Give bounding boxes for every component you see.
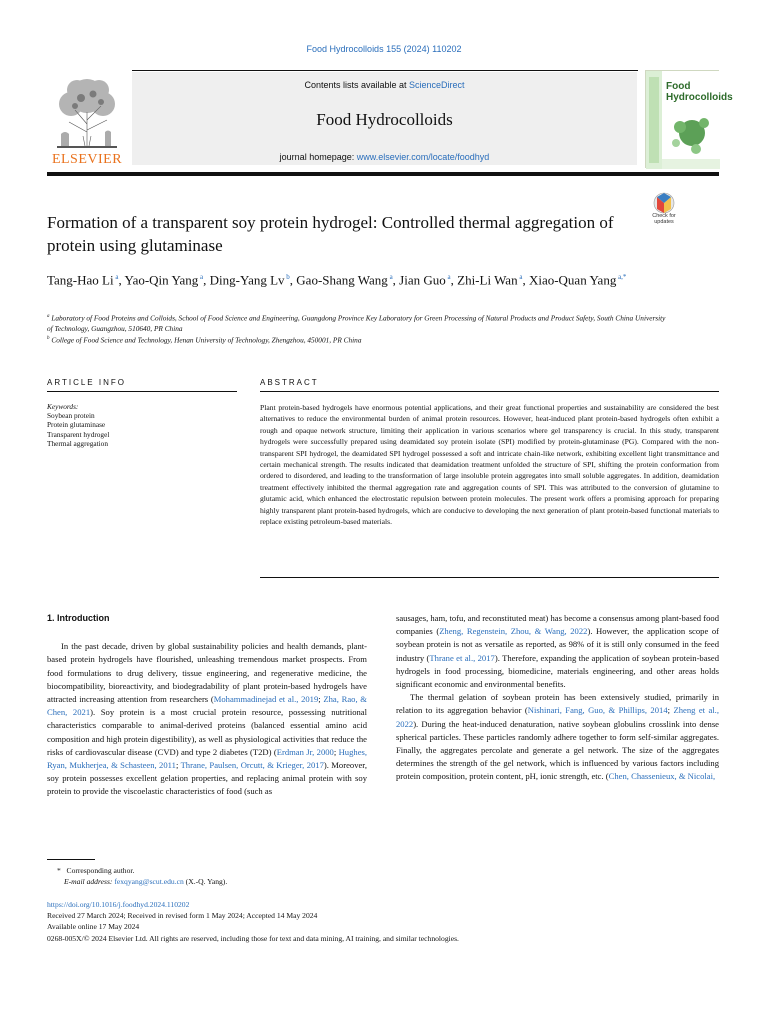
author-affiliation-mark[interactable]: a,* (616, 273, 627, 281)
citation-link[interactable]: Zha, Rao, & Chen, 2021 (47, 694, 367, 718)
journal-homepage-link[interactable]: www.elsevier.com/locate/foodhyd (356, 152, 490, 162)
journal-banner (132, 72, 637, 165)
section-title-introduction: 1. Introduction (47, 613, 110, 623)
author-list: Tang-Hao Li $^a$, Yao-Qin Yang $^a$, Ding-Yang Lv $^b$, Gao-Shang Wang $^a$, Jian Guo $^a$, Zhi-Li Wan $^a$, Xiao-Quan Yang $^{a,*}$ (47, 272, 627, 288)
check-for-updates-badge[interactable] (646, 192, 682, 232)
footnote-rule (47, 859, 95, 860)
journal-cover-thumbnail[interactable] (645, 70, 733, 168)
author-name[interactable]: Jian Guo (399, 272, 446, 288)
keyword-item: Thermal aggregation (47, 438, 108, 448)
paragraph (396, 691, 719, 783)
footnotes (47, 866, 719, 888)
author-name[interactable]: Yao-Qin Yang (124, 272, 199, 288)
author-affiliation-mark[interactable]: a (198, 273, 204, 281)
article-info-rule (47, 391, 237, 392)
author-name[interactable]: Zhi-Li Wan (457, 272, 518, 288)
cover-title-line-2: Hydrocolloids (666, 92, 733, 103)
citation-link[interactable]: Chen, Chassenieux, & Nicolai, (608, 771, 716, 782)
author-name[interactable]: Ding-Yang Lv (209, 272, 285, 288)
cover-title-line-1: Food (666, 81, 691, 92)
abstract-heading: ABSTRACT (260, 378, 319, 387)
citation-link[interactable]: Erdman Jr, 2000 (276, 746, 334, 757)
citation-link[interactable]: Mohammadinejad et al., 2019 (213, 694, 319, 705)
email-link[interactable]: fexqyang@scut.edu.cn (114, 876, 184, 886)
text-run: sausages, ham, tofu, and reconstituted meat) has become a consensus among plant-based food companies ( (396, 613, 719, 637)
affiliation-mark: a (47, 314, 50, 319)
text-run: ). Soy protein is a most crucial protein resource, possessing nutritional characteristics comparable to animal-derived proteins (balanced essential amino acid composition and high protein digestibility), as well as physiological activities that reduce the risks of cardiovascular disease (CVD) and type 2 diabetes (T2D) ( (47, 707, 368, 757)
affiliation-text: Laboratory of Food Proteins and Colloids, School of Food Science and Engineering, Guangdong Province Key Laboratory for Green Processing of Natural Products and Product Safety, South China University of Technology, Guangzhou, 510640, PR China (47, 313, 666, 333)
homepage-prefix: journal homepage: (279, 152, 357, 162)
keyword-item: Soybean protein (47, 411, 95, 421)
article-title: Formation of a transparent soy protein hydrogel: Controlled thermal aggregation of protein using glutaminase (47, 213, 614, 255)
text-run: ; (175, 760, 181, 771)
body-column-left (47, 612, 367, 799)
text-run: ). Moreover, soy protein possesses excellent gelation properties, and replacing animal protein with soy protein to provide the viscoelastic characteristics of food (such as (47, 760, 367, 797)
citation-link[interactable]: Nishinari, Fang, Guo, & Phillips, 2014 (527, 705, 668, 716)
corresponding-label: Corresponding author. (66, 866, 135, 875)
journal-title[interactable]: Food Hydrocolloids (316, 110, 453, 129)
journal-header (47, 70, 733, 170)
author-name[interactable]: Tang-Hao Li (47, 272, 114, 288)
abstract-rule (260, 391, 719, 392)
crossmark-label-line-1: Check for (652, 213, 676, 219)
affiliation-mark: b (47, 336, 50, 342)
citation-link[interactable]: Zheng, Regenstein, Zhou, & Wang, 2022 (439, 626, 588, 637)
citation-link[interactable]: Thrane, Paulsen, Orcutt, & Krieger, 2017 (180, 760, 324, 771)
received-dates: Received 27 March 2024; Received in revised form 1 May 2024; Accepted 14 May 2024 (47, 911, 318, 921)
cover-title (666, 81, 733, 103)
abstract-bottom-rule (260, 577, 719, 578)
crossmark-icon (646, 192, 682, 214)
affiliation-text: College of Food Science and Technology, Henan University of Technology, Zhengzhou, 450001, PR China (51, 335, 362, 345)
text-run: ). Therefore, expanding the application of soybean protein-based hydrogels in food processing, biomedicine, materials engineering, and other areas holds significant economic and environmental benefits. (396, 652, 719, 690)
copyright-line: 0268-005X/© 2024 Elsevier Ltd. All rights are reserved, including those for text and data mining, AI training, and similar technologies. (47, 933, 459, 943)
keyword-item: Transparent hydrogel (47, 429, 110, 439)
author-affiliation-mark[interactable]: b (284, 273, 290, 281)
text-run: ). However, the application scope of soybean protein is not as versatile as reported, as 98% of it is still only consumed in the feed industry ( (396, 626, 719, 663)
citation-link[interactable]: Thrane et al., 2017 (429, 652, 495, 663)
affiliation-b (47, 334, 667, 346)
affiliation-a (47, 312, 667, 334)
citation-link[interactable]: Zheng et al., 2022 (396, 705, 719, 729)
text-run: ; (667, 705, 674, 716)
body-column-right (396, 612, 719, 784)
author-affiliation-mark[interactable]: a (113, 273, 119, 281)
abstract-text: Plant protein-based hydrogels have enormous potential applications, and their great functional properties and sustainability are considered the best alternatives to reduce the environmental burden of animal protein resources. However, heat-induced plant protein-based hydrogels often exhibit a rough and opaque network structure, limiting their application in various scenarios where gel transparency is crucial. In this study, transparent hydrogels were successfully prepared using deamidated soy protein isolate (SPI) modified by protein-glutaminase (PG). Compared with the non-transparent SPI hydrogel, the deamidated SPI hydrogel possessed a soft and intricate chain-like network, exhibiting excellent light transmittance and certain mechanical strength. The results indicated that deamidation treatment unfolded the structure of SPI, shifting the protein conformation from ordered to disordered, and leading to the transformation of large insoluble protein aggregates into small soluble aggregates. In addition, deamidation treatment effectively inhibited the thermal aggregation rate and aggregation counts of SPI. This was attributed to the conversion of glutamine to glutamic acid, which enhanced the electrostatic repulsion between protein molecules. The present work offers a promising approach for preparing highly transparent plant protein-based hydrogels, which are conducive to developing the next generation of plant protein-based functional materials to replace existing petroleum-based materials. (260, 403, 719, 527)
email-suffix: (X.-Q. Yang). (183, 876, 228, 886)
crossmark-label-line-2: updates (654, 219, 674, 225)
contents-available-line (132, 80, 637, 90)
text-run: ; (333, 746, 339, 757)
header-bottom-rule (47, 172, 719, 176)
paragraph (47, 640, 367, 798)
doi-link[interactable]: https://doi.org/10.1016/j.foodhyd.2024.110202 (47, 900, 190, 909)
author-affiliation-mark[interactable]: a (445, 273, 451, 281)
corresponding-mark: * (57, 866, 61, 875)
text-run: In the past decade, driven by global sustainability policies and health demands, plant-based protein hydrogels have flourished, unleashing tremendous market prospects. From food formulations to drug delivery, tissue engineering, and regenerative medicine, the biocompatibility, bioreactivity, and biodegradability of plant protein-based hydrogels have attracted increasing attention from researchers ( (47, 641, 367, 705)
journal-citation[interactable]: Food Hydrocolloids 155 (2024) 110202 (306, 44, 462, 54)
author-name[interactable]: Gao-Shang Wang (296, 272, 388, 288)
author-affiliation-mark[interactable]: a (517, 273, 523, 281)
contents-prefix: Contents lists available at (304, 80, 410, 90)
author-affiliation-mark[interactable]: a (387, 273, 393, 281)
keywords-block (47, 402, 237, 448)
sciencedirect-link[interactable]: ScienceDirect (409, 80, 465, 90)
available-online-date: Available online 17 May 2024 (47, 922, 140, 932)
corresponding-author-note (47, 866, 719, 877)
email-label: E-mail address: (64, 876, 113, 886)
elsevier-wordmark: ELSEVIER (51, 152, 123, 167)
paragraph (396, 612, 719, 691)
crossmark-label (646, 213, 682, 225)
text-run: ). During the heat-induced denaturation, native soybean globulins crosslink into dense spherical particles. These particles randomly adhere together to form self-similar aggregates. Finally, the aggregates percolate and generate a gel network. The size of the aggregates determines the strength of the gel network, which is influenced by various factors including protein composition, protein content, pH, ionic strength, etc. ( (396, 718, 719, 782)
keywords-label: Keywords: (47, 402, 79, 411)
keyword-item: Protein glutaminase (47, 420, 106, 430)
journal-homepage-line (132, 152, 637, 162)
text-run: The thermal gelation of soybean protein has been extensively studied, primarily in relation to its aggregation behavior ( (396, 692, 719, 716)
author-name[interactable]: Xiao-Quan Yang (528, 272, 617, 288)
article-info-heading: ARTICLE INFO (47, 378, 126, 387)
citation-link[interactable]: Hughes, Ryan, Mukherjea, & Schasteen, 2011 (47, 746, 367, 771)
publication-info (47, 899, 719, 944)
text-run: ; (318, 694, 324, 705)
email-note (47, 877, 719, 888)
affiliations (47, 312, 667, 346)
